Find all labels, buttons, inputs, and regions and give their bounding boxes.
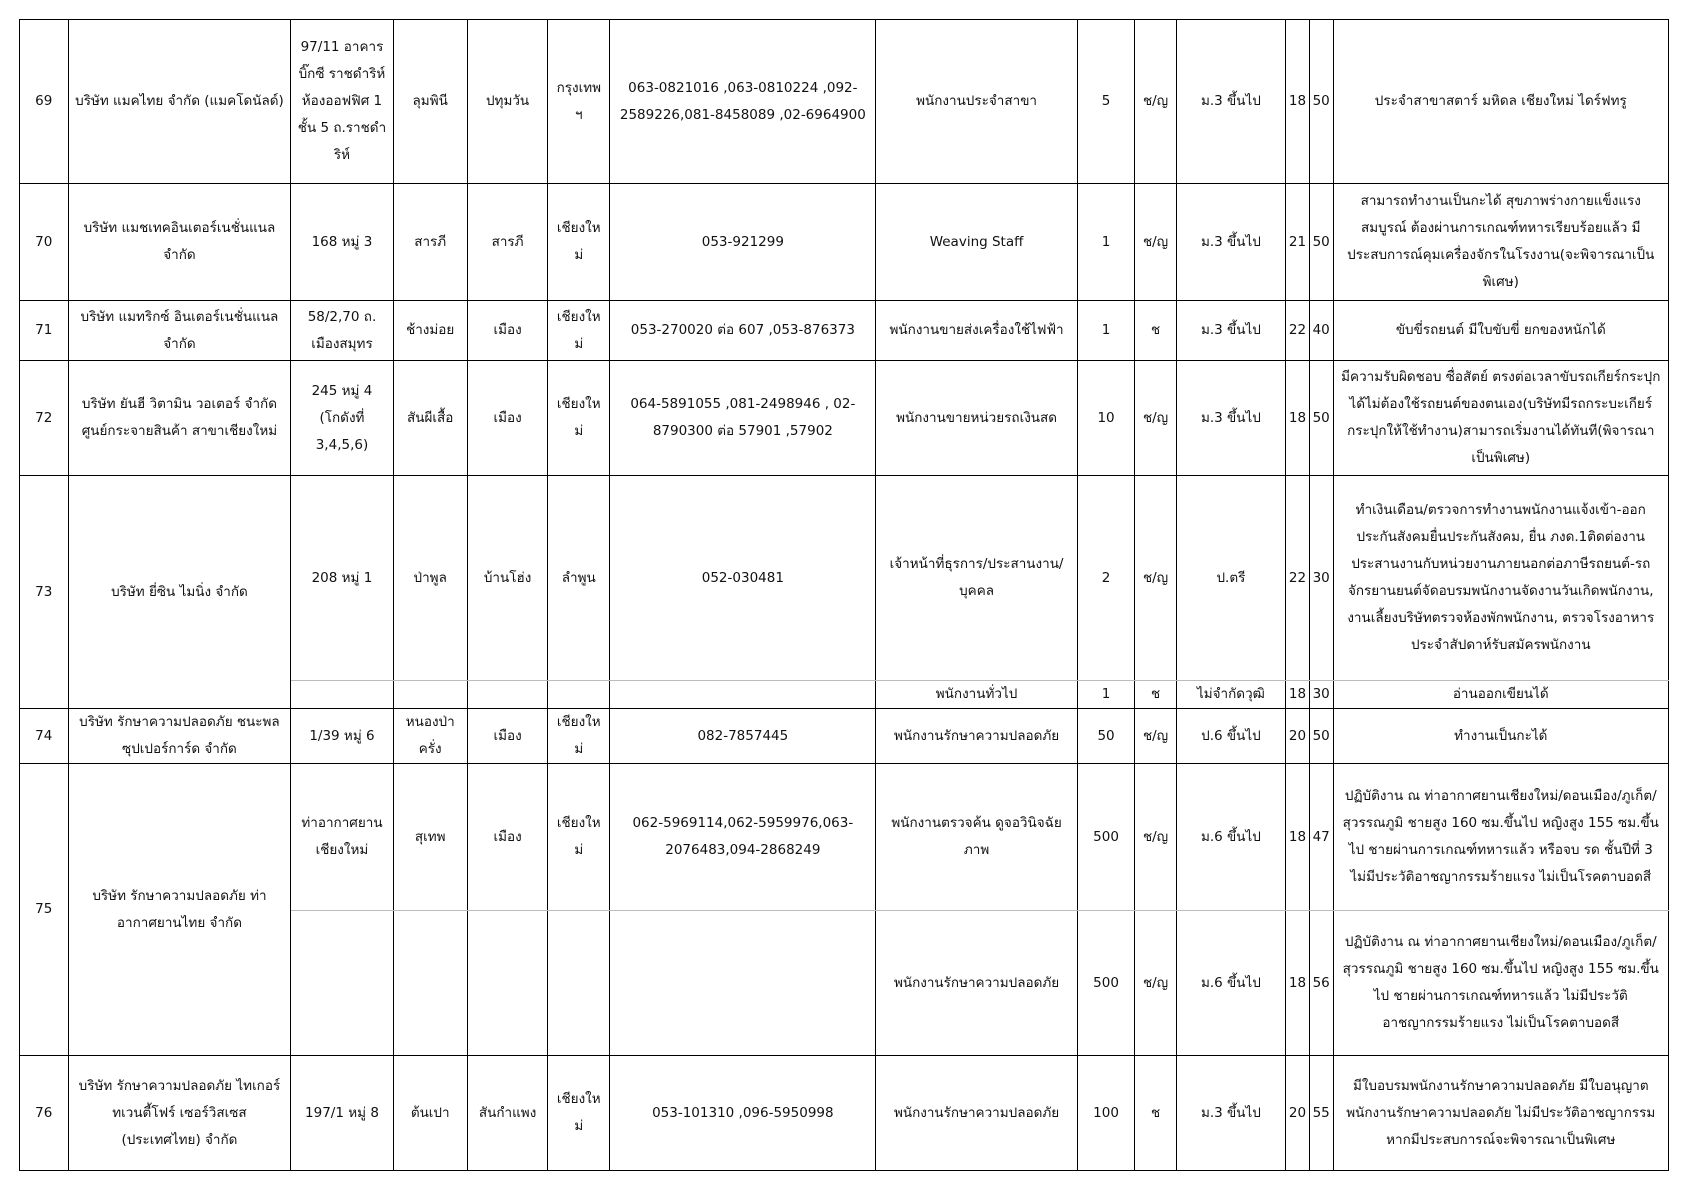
province: เชียงใหม่: [548, 709, 610, 764]
address: 97/11 อาคาร บิ๊กซี ราชดำริห์ ห้องออฟฟิศ 1 ชั้น 5 ถ.ราชดำริห์: [291, 20, 393, 184]
address: [291, 681, 393, 709]
subdistrict: หนองป่าครั่ง: [393, 709, 467, 764]
count: 10: [1077, 361, 1135, 476]
age-min: 20: [1286, 1056, 1310, 1171]
education: ม.3 ขึ้นไป: [1176, 20, 1285, 184]
table-row: [20, 1056, 1669, 1171]
sex: ช/ญ: [1135, 709, 1176, 764]
count: 1: [1077, 301, 1135, 361]
qualification: มีความรับผิดชอบ ซื่อสัตย์ ตรงต่อเวลาขับรถเกียร์กระปุกได้ไม่ต้องใช้รถยนต์ของตนเอง(บริษัทมีรถกระบะเกียร์กระปุกให้ใช้ทำงาน)สามารถเริ่มงานได้ทันที(พิจารณาเป็นพิเศษ): [1333, 361, 1668, 476]
age-min: 20: [1286, 709, 1310, 764]
row-number: 74: [20, 709, 69, 764]
count: 1: [1077, 184, 1135, 301]
education: ป.ตรี: [1176, 476, 1285, 681]
district: เมือง: [467, 361, 547, 476]
address: 208 หมู่ 1: [291, 476, 393, 681]
phone: 064-5891055 ,081-2498946 , 02-8790300 ต่อ 57901 ,57902: [610, 361, 876, 476]
company-name: บริษัท รักษาความปลอดภัย ท่าอากาศยานไทย จำกัด: [68, 764, 291, 1056]
age-max: 50: [1309, 184, 1333, 301]
sex: ช/ญ: [1135, 184, 1176, 301]
count: 500: [1077, 764, 1135, 911]
company-name: บริษัท รักษาความปลอดภัย ชนะพล ซุปเปอร์การ์ด จำกัด: [68, 709, 291, 764]
position: พนักงานรักษาความปลอดภัย: [876, 1056, 1077, 1171]
count: 500: [1077, 911, 1135, 1056]
qualification: ปฏิบัติงาน ณ ท่าอากาศยานเชียงใหม่/ดอนเมือง/ภูเก็ต/สุวรรณภูมิ ชายสูง 160 ซม.ขึ้นไป หญิงสูง 155 ซม.ขึ้นไป ชายผ่านการเกณฑ์ทหารแล้ว หรือจบ รด ชั้นปีที่ 3 ไม่มีประวัติอาชญากรรมร้ายแรง ไม่เป็นโรคตาบอดสี: [1333, 764, 1668, 911]
position: พนักงานรักษาความปลอดภัย: [876, 911, 1077, 1056]
education: ม.3 ขึ้นไป: [1176, 301, 1285, 361]
sex: ช/ญ: [1135, 764, 1176, 911]
table-row: [20, 301, 1669, 361]
age-min: 22: [1286, 301, 1310, 361]
education: ป.6 ขึ้นไป: [1176, 709, 1285, 764]
position: พนักงานขายหน่วยรถเงินสด: [876, 361, 1077, 476]
age-min: 21: [1286, 184, 1310, 301]
province: เชียงใหม่: [548, 184, 610, 301]
subdistrict: สันผีเสื้อ: [393, 361, 467, 476]
count: 100: [1077, 1056, 1135, 1171]
district: [467, 681, 547, 709]
age-max: 50: [1309, 361, 1333, 476]
position: พนักงานขายส่งเครื่องใช้ไฟฟ้า: [876, 301, 1077, 361]
position: พนักงานตรวจค้น ดูจอวินิจฉัยภาพ: [876, 764, 1077, 911]
phone: 053-270020 ต่อ 607 ,053-876373: [610, 301, 876, 361]
subdistrict: ลุมพินี: [393, 20, 467, 184]
age-max: 30: [1309, 681, 1333, 709]
district: [467, 911, 547, 1056]
province: [548, 681, 610, 709]
district: ปทุมวัน: [467, 20, 547, 184]
table-row: [20, 20, 1669, 184]
subdistrict: [393, 911, 467, 1056]
row-number: 75: [20, 764, 69, 1056]
province: [548, 911, 610, 1056]
sex: ช/ญ: [1135, 361, 1176, 476]
education: ไม่จำกัดวุฒิ: [1176, 681, 1285, 709]
company-name: บริษัท ยี่ซิน ไมนิ่ง จำกัด: [68, 476, 291, 709]
district: สันกำแพง: [467, 1056, 547, 1171]
address: 197/1 หมู่ 8: [291, 1056, 393, 1171]
count: 1: [1077, 681, 1135, 709]
position: พนักงานรักษาความปลอดภัย: [876, 709, 1077, 764]
age-max: 30: [1309, 476, 1333, 681]
district: บ้านโฮ่ง: [467, 476, 547, 681]
company-name: บริษัท แมชเทคอินเตอร์เนชั่นแนล จำกัด: [68, 184, 291, 301]
count: 5: [1077, 20, 1135, 184]
company-name: บริษัท แมคไทย จำกัด (แมคโดนัลด์): [68, 20, 291, 184]
count: 50: [1077, 709, 1135, 764]
phone: [610, 681, 876, 709]
phone: 053-101310 ,096-5950998: [610, 1056, 876, 1171]
district: เมือง: [467, 764, 547, 911]
job-listings-table: [19, 19, 1669, 1171]
row-number: 70: [20, 184, 69, 301]
education: ม.3 ขึ้นไป: [1176, 1056, 1285, 1171]
age-max: 47: [1309, 764, 1333, 911]
phone: 062-5969114,062-5959976,063-2076483,094-2868249: [610, 764, 876, 911]
phone: 063-0821016 ,063-0810224 ,092-2589226,081-8458089 ,02-6964900: [610, 20, 876, 184]
sex: ช: [1135, 681, 1176, 709]
qualification: ประจำสาขาสตาร์ มหิดล เชียงใหม่ ไดร์ฟทรู: [1333, 20, 1668, 184]
address: 245 หมู่ 4 (โกดังที่ 3,4,5,6): [291, 361, 393, 476]
phone: 052-030481: [610, 476, 876, 681]
district: สารภี: [467, 184, 547, 301]
phone: 053-921299: [610, 184, 876, 301]
subdistrict: สารภี: [393, 184, 467, 301]
subdistrict: ต้นเปา: [393, 1056, 467, 1171]
education: ม.3 ขึ้นไป: [1176, 184, 1285, 301]
sex: ช: [1135, 301, 1176, 361]
subdistrict: [393, 681, 467, 709]
row-number: 72: [20, 361, 69, 476]
table-row: [20, 184, 1669, 301]
age-max: 40: [1309, 301, 1333, 361]
qualification: อ่านออกเขียนได้: [1333, 681, 1668, 709]
row-number: 76: [20, 1056, 69, 1171]
sex: ช/ญ: [1135, 911, 1176, 1056]
province: กรุงเทพฯ: [548, 20, 610, 184]
address: 58/2,70 ถ. เมืองสมุทร: [291, 301, 393, 361]
age-max: 56: [1309, 911, 1333, 1056]
province: เชียงใหม่: [548, 361, 610, 476]
age-min: 18: [1286, 681, 1310, 709]
position: พนักงานทั่วไป: [876, 681, 1077, 709]
province: ลำพูน: [548, 476, 610, 681]
qualification: ขับขี่รถยนต์ มีใบขับขี่ ยกของหนักได้: [1333, 301, 1668, 361]
province: เชียงใหม่: [548, 764, 610, 911]
subdistrict: สุเทพ: [393, 764, 467, 911]
age-min: 18: [1286, 361, 1310, 476]
address: ท่าอากาศยาน เชียงใหม่: [291, 764, 393, 911]
age-min: 18: [1286, 764, 1310, 911]
company-name: บริษัท แมทริกซ์ อินเตอร์เนชั่นแนล จำกัด: [68, 301, 291, 361]
education: ม.3 ขึ้นไป: [1176, 361, 1285, 476]
count: 2: [1077, 476, 1135, 681]
qualification: ปฏิบัติงาน ณ ท่าอากาศยานเชียงใหม่/ดอนเมือง/ภูเก็ต/สุวรรณภูมิ ชายสูง 160 ซม.ขึ้นไป หญิงสูง 155 ซม.ขึ้นไป ชายผ่านการเกณฑ์ทหารแล้ว ไม่มีประวัติอาชญากรรมร้ายแรง ไม่เป็นโรคตาบอดสี: [1333, 911, 1668, 1056]
sex: ช/ญ: [1135, 20, 1176, 184]
age-min: 18: [1286, 911, 1310, 1056]
age-min: 18: [1286, 20, 1310, 184]
province: เชียงใหม่: [548, 301, 610, 361]
address: [291, 911, 393, 1056]
address: 168 หมู่ 3: [291, 184, 393, 301]
qualification: ทำงานเป็นกะได้: [1333, 709, 1668, 764]
phone: 082-7857445: [610, 709, 876, 764]
education: ม.6 ขึ้นไป: [1176, 764, 1285, 911]
position: พนักงานประจำสาขา: [876, 20, 1077, 184]
address: 1/39 หมู่ 6: [291, 709, 393, 764]
table-row: [20, 764, 1669, 911]
subdistrict: ช้างม่อย: [393, 301, 467, 361]
table-row: [20, 709, 1669, 764]
age-max: 50: [1309, 20, 1333, 184]
age-min: 22: [1286, 476, 1310, 681]
district: เมือง: [467, 301, 547, 361]
row-number: 73: [20, 476, 69, 709]
position: Weaving Staff: [876, 184, 1077, 301]
company-name: บริษัท ยันฮี วิตามิน วอเตอร์ จำกัด ศูนย์กระจายสินค้า สาขาเชียงใหม่: [68, 361, 291, 476]
company-name: บริษัท รักษาความปลอดภัย ไทเกอร์ ทเวนตี้โฟร์ เซอร์วิสเซส (ประเทศไทย) จำกัด: [68, 1056, 291, 1171]
age-max: 55: [1309, 1056, 1333, 1171]
age-max: 50: [1309, 709, 1333, 764]
position: เจ้าหน้าที่ธุรการ/ประสานงาน/บุคคล: [876, 476, 1077, 681]
district: เมือง: [467, 709, 547, 764]
sex: ช/ญ: [1135, 476, 1176, 681]
qualification: มีใบอบรมพนักงานรักษาความปลอดภัย มีใบอนุญาตพนักงานรักษาความปลอดภัย ไม่มีประวัติอาชญากรรม หากมีประสบการณ์จะพิจารณาเป็นพิเศษ: [1333, 1056, 1668, 1171]
table-row: [20, 476, 1669, 681]
education: ม.6 ขึ้นไป: [1176, 911, 1285, 1056]
sex: ช: [1135, 1056, 1176, 1171]
qualification: ทำเงินเดือน/ตรวจการทำงานพนักงานแจ้งเข้า-ออก ประกันสังคมยื่นประกันสังคม, ยื่น ภงด.1ติดต่องานประสานงานกับหน่วยงานภายนอกต่อภาษีรถยนต์-รถจักรยานยนต์จัดอบรมพนักงานจัดงานวันเกิดพนักงาน, งานเลี้ยงบริษัทตรวจห้องพักพนักงาน, ตรวจโรงอาหาร ประจำสัปดาห์รับสมัครพนักงาน: [1333, 476, 1668, 681]
qualification: สามารถทำงานเป็นกะได้ สุขภาพร่างกายแข็งแรงสมบูรณ์ ต้องผ่านการเกณฑ์ทหารเรียบร้อยแล้ว มีประสบการณ์คุมเครื่องจักรในโรงงาน(จะพิจารณาเป็นพิเศษ): [1333, 184, 1668, 301]
table-row: [20, 361, 1669, 476]
subdistrict: ป่าพูล: [393, 476, 467, 681]
row-number: 69: [20, 20, 69, 184]
row-number: 71: [20, 301, 69, 361]
phone: [610, 911, 876, 1056]
province: เชียงใหม่: [548, 1056, 610, 1171]
